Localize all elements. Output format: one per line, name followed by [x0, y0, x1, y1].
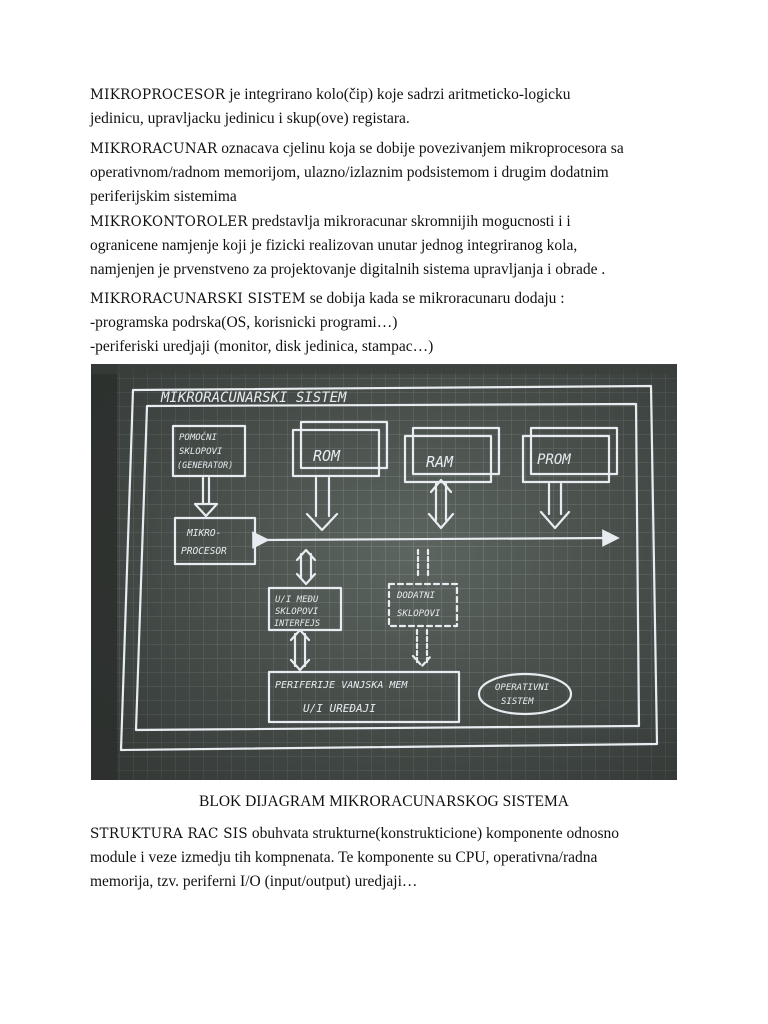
mp-label-1: MIKRO-	[187, 528, 222, 539]
helper-label-2: SKLOPOVI	[179, 447, 223, 457]
block-diagram-photo	[91, 364, 677, 780]
text: je integrirano kolo(čip) koje sadrzi aritmeticko-logicku	[225, 86, 571, 103]
line: memorija, tzv. periferni I/O (input/output) uredjaji…	[90, 873, 418, 890]
line: -programska podrska(OS, korisnicki programi…)	[90, 314, 398, 331]
io-label-1: U/I MEĐU	[275, 595, 319, 605]
paragraph-mikroprocesor	[90, 83, 690, 131]
ram-label: RAM	[426, 453, 454, 471]
helper-label-1: POMOĆNI	[179, 433, 217, 443]
keyword: MIKROPROCESOR	[90, 87, 226, 103]
paragraph-mikroracunar	[90, 137, 690, 209]
text: obuhvata strukturne(konstrukticione) komponente odnosno	[247, 825, 620, 842]
periph-label-1: PERIFERIJE VANJSKA MEM	[275, 680, 408, 691]
os-label-2: SISTEM	[501, 697, 534, 707]
diagram-title: MIKRORAČUNARSKI SISTEM	[161, 390, 347, 406]
line: operativnom/radnom memorijom, ulazno/izlaznim podsistemom i drugim dodatnim	[90, 164, 609, 181]
paragraph-mikrokontroler	[90, 210, 690, 282]
line: ogranicene namjenje koji je fizicki realizovan unutar jednog integriranog kola,	[90, 237, 578, 254]
keyword: MIKRORACUNAR	[90, 141, 218, 157]
extra-label-2: SKLOPOVI	[397, 609, 441, 619]
line: jedinicu, upravljacku jedinicu i skup(ove) registara.	[90, 110, 410, 127]
extra-label-1: DODATNI	[397, 591, 435, 601]
keyword: STRUKTURA RAC SIS	[90, 826, 248, 842]
mp-label-2: PROCESOR	[181, 546, 227, 557]
io-label-3: INTERFEJS	[274, 619, 321, 629]
line	[90, 83, 690, 107]
helper-label-3: (GENERATOR)	[177, 461, 234, 471]
io-label-2: SKLOPOVI	[275, 607, 319, 617]
line	[90, 287, 690, 311]
prom-label: PROM	[537, 452, 571, 468]
text: predstavlja mikroracunar skromnijih mogucnosti i i	[247, 213, 571, 230]
paragraph-mikroracunarski-sistem	[90, 287, 690, 359]
text: oznacava cjelinu koja se dobije povezivanjem mikroprocesora sa	[217, 140, 624, 157]
line: periferijskim sistemima	[90, 188, 237, 205]
line: -periferiski uredjaji (monitor, disk jedinica, stampac…)	[90, 338, 434, 355]
diagram-svg	[91, 364, 677, 780]
os-label-1: OPERATIVNI	[495, 683, 550, 693]
keyword: MIKROKONTOROLER	[90, 214, 248, 230]
line: module i veze izmedju tih kompnenata. Te komponente su CPU, operativna/radna	[90, 849, 598, 866]
keyword: MIKRORACUNARSKI SISTEM	[90, 291, 306, 307]
periph-label-2: U/I UREĐAJI	[303, 702, 376, 715]
paragraph-struktura	[90, 822, 690, 894]
line	[90, 137, 690, 161]
rom-label: ROM	[313, 447, 341, 465]
text: se dobija kada se mikroracunaru dodaju :	[305, 290, 565, 307]
line: namjenjen je prvenstveno za projektovanje digitalnih sistema upravljanja i obrade .	[90, 261, 606, 278]
line	[90, 210, 690, 234]
line	[90, 822, 690, 846]
diagram-caption: BLOK DIJAGRAM MIKRORACUNARSKOG SISTEMA	[199, 793, 569, 810]
